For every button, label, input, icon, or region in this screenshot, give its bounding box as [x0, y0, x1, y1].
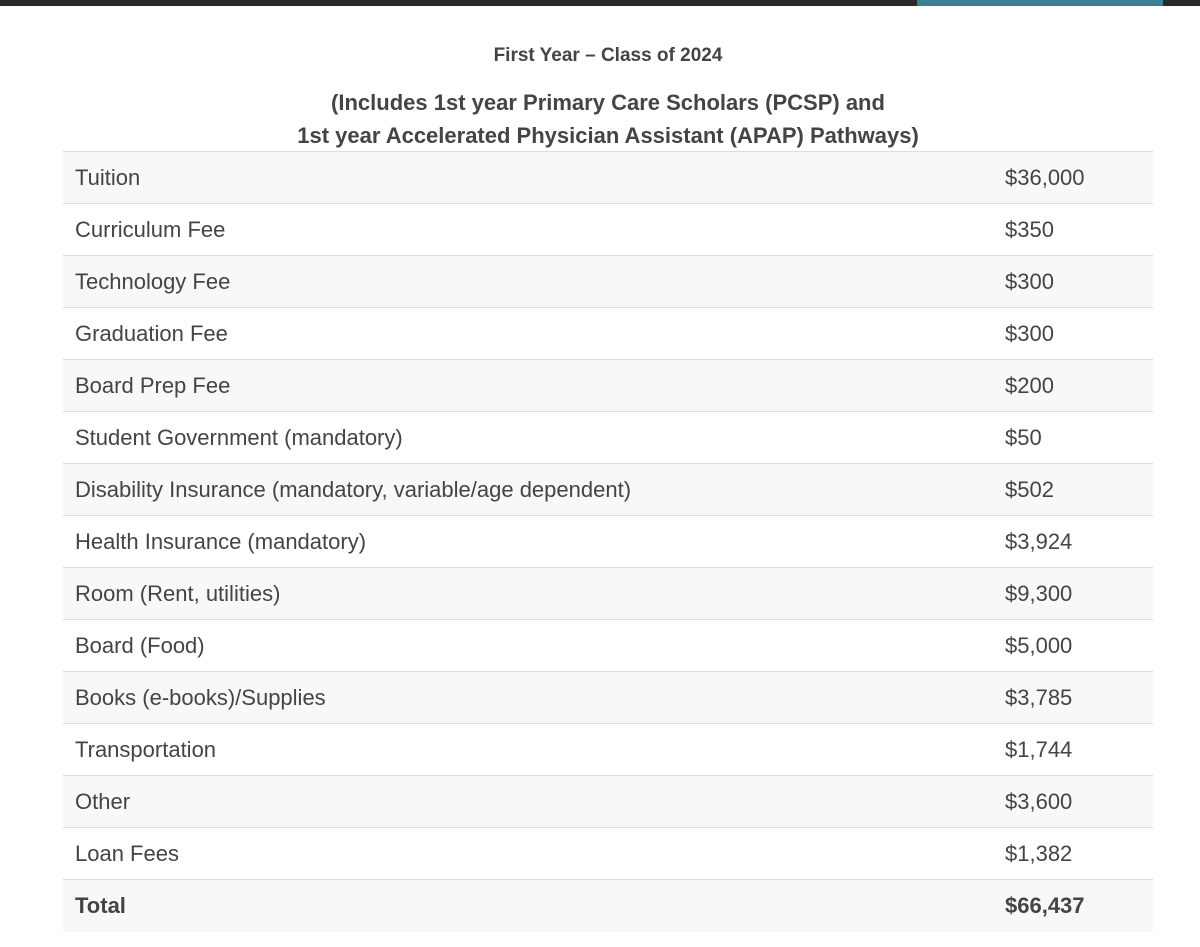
- row-amount: $5,000: [1005, 632, 1073, 658]
- row-amount: $3,924: [1005, 528, 1073, 554]
- table-row: [63, 204, 1153, 256]
- table-row: [63, 568, 1153, 620]
- row-amount: $50: [1005, 424, 1042, 450]
- row-label: Board (Food): [75, 632, 205, 658]
- row-amount: $300: [1005, 268, 1054, 294]
- page-subtitle: [0, 86, 1200, 152]
- table-row: [63, 464, 1153, 516]
- row-amount: $36,000: [1005, 164, 1085, 190]
- page-subtitle-line-2: 1st year Accelerated Physician Assistant (APAP) Pathways): [297, 123, 919, 148]
- row-label: Tuition: [75, 164, 141, 190]
- total-row: [63, 880, 1153, 932]
- row-amount: $9,300: [1005, 580, 1073, 606]
- row-label: Loan Fees: [75, 840, 179, 866]
- top-bar-accent: [917, 0, 1163, 6]
- row-label: Disability Insurance (mandatory, variable/age dependent): [75, 476, 632, 502]
- table-row: [63, 360, 1153, 412]
- row-label: Curriculum Fee: [75, 216, 226, 242]
- row-label: Student Government (mandatory): [75, 424, 403, 450]
- table-row: [63, 152, 1153, 204]
- row-label: Technology Fee: [75, 268, 231, 294]
- row-amount: $3,600: [1005, 788, 1073, 814]
- row-label: Books (e-books)/Supplies: [75, 684, 326, 710]
- row-amount: $1,744: [1005, 736, 1073, 762]
- row-amount: $3,785: [1005, 684, 1073, 710]
- row-amount: $200: [1005, 372, 1054, 398]
- row-label: Graduation Fee: [75, 320, 228, 346]
- row-label: Other: [75, 788, 131, 814]
- table-row: [63, 412, 1153, 464]
- total-amount: $66,437: [1005, 892, 1085, 918]
- table-row: [63, 256, 1153, 308]
- table-row: [63, 724, 1153, 776]
- table-row: [63, 620, 1153, 672]
- row-amount: $502: [1005, 476, 1054, 502]
- table-row: [63, 672, 1153, 724]
- row-amount: $300: [1005, 320, 1054, 346]
- row-label: Health Insurance (mandatory): [75, 528, 367, 554]
- row-amount: $350: [1005, 216, 1054, 242]
- table-row: [63, 516, 1153, 568]
- row-label: Transportation: [75, 736, 217, 762]
- total-label: Total: [75, 892, 126, 918]
- cost-table: [63, 151, 1153, 932]
- page-title: First Year – Class of 2024: [493, 45, 723, 66]
- page-subtitle-line-1: (Includes 1st year Primary Care Scholars (PCSP) and: [331, 90, 885, 115]
- table-row: [63, 828, 1153, 880]
- table-row: [63, 308, 1153, 360]
- table-row: [63, 776, 1153, 828]
- row-label: Board Prep Fee: [75, 372, 231, 398]
- row-amount: $1,382: [1005, 840, 1073, 866]
- row-label: Room (Rent, utilities): [75, 580, 281, 606]
